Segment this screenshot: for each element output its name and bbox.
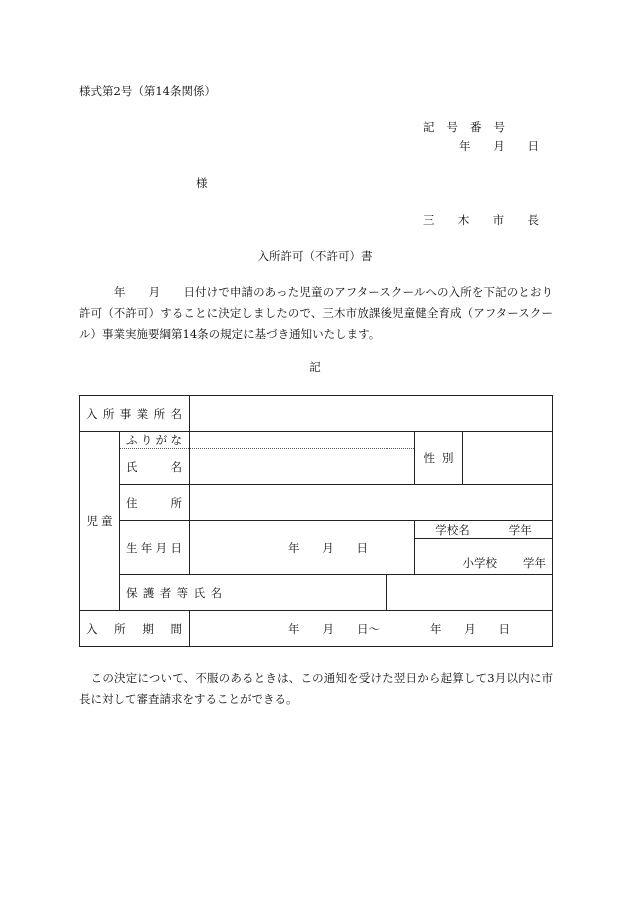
furigana-field[interactable]: [190, 432, 415, 449]
issuer-char: 三: [423, 213, 435, 227]
issuer-char: 長: [527, 213, 539, 227]
label-char: 所: [170, 495, 182, 510]
doc-number-char: 番: [470, 120, 482, 134]
label-char: 事: [119, 406, 132, 421]
ki-label: 記: [309, 360, 321, 374]
label-char: 入: [86, 406, 98, 421]
issuer-line: [423, 212, 539, 228]
label-char: 児: [86, 514, 98, 528]
grade-suffix: 学年: [523, 556, 546, 570]
label-char: 所: [153, 406, 166, 421]
document-number-line: [423, 119, 505, 135]
facility-name-field[interactable]: [190, 396, 553, 432]
enrollment-period-field[interactable]: [190, 611, 553, 647]
form-number-header: 様式第2号（第14条関係）: [79, 84, 216, 98]
birth-date-label-cell: [120, 521, 190, 575]
label-char: 氏: [193, 585, 206, 600]
furigana-label-cell: [120, 432, 190, 449]
label-char: 日: [170, 540, 182, 555]
label-char: 所: [102, 406, 115, 421]
label-char: 所: [114, 621, 126, 636]
label-char: 月: [155, 540, 168, 555]
label-char: 氏: [126, 459, 138, 474]
label-char: 童: [101, 514, 113, 528]
school-name-header: [415, 521, 553, 539]
period-to-month: 月: [464, 621, 476, 636]
birth-year-char: 年: [288, 540, 300, 555]
guardian-name-field[interactable]: [387, 575, 553, 611]
label-char: 入: [86, 621, 98, 636]
period-to-year: 年: [430, 621, 442, 636]
label-char: 住: [126, 495, 138, 510]
label-char: 者: [159, 585, 172, 600]
facility-name-label-cell: [80, 396, 190, 432]
child-label-cell: [80, 432, 120, 611]
address-label-cell: [120, 485, 190, 521]
appeal-notice: この決定について、不服のあるときは、この通知を受けた翌日から起算して3月以内に市長に対して審査請求をすることができる。: [79, 671, 553, 706]
addressee-suffix: 様: [196, 176, 208, 190]
document-title: 入所許可（不許可）書: [257, 249, 373, 263]
birth-day-char: 日: [356, 540, 368, 555]
period-from-day: 日～: [357, 621, 380, 636]
label-char: ふ: [126, 433, 138, 447]
label-char: な: [170, 433, 182, 447]
label-char: 名: [210, 585, 222, 600]
label-char: 保: [126, 585, 138, 600]
label-char: が: [155, 433, 168, 447]
gender-label-cell: [415, 432, 463, 485]
date-month-char: 月: [493, 139, 505, 153]
birth-date-field[interactable]: [190, 521, 415, 575]
address-field[interactable]: [190, 485, 553, 521]
enrollment-period-label-cell: [80, 611, 190, 647]
issue-date-line: [459, 138, 539, 154]
name-label-cell: [120, 449, 190, 485]
label-char: 生: [126, 540, 138, 555]
period-to-day: 日: [498, 621, 510, 636]
grade-label: 学年: [508, 522, 532, 537]
label-char: 別: [442, 451, 454, 465]
period-from-month: 月: [322, 621, 334, 636]
school-suffix: 小学校: [462, 556, 497, 570]
label-char: 年: [140, 540, 153, 555]
school-field[interactable]: [415, 539, 553, 575]
guardian-name-label-cell: [120, 575, 387, 611]
birth-month-char: 月: [322, 540, 334, 555]
label-char: 名: [170, 406, 182, 421]
body-paragraph: 年 月 日付けで申請のあった児童のアフタースクールへの入所を下記のとおり許可（不許可）することに決定しましたので、三木市放課後児童健全育成（アフタースクール）事業実施要綱第14条の規定に基づき通知いたします。: [79, 285, 553, 341]
period-from-year: 年: [288, 621, 300, 636]
period-to: [430, 621, 510, 637]
name-field[interactable]: [190, 449, 415, 485]
doc-number-char: 号: [446, 120, 458, 134]
label-char: 業: [136, 406, 149, 421]
school-name-label: 学校名: [435, 522, 470, 537]
label-char: 期: [142, 621, 154, 636]
label-char: 等: [176, 585, 189, 600]
label-char: 間: [170, 621, 182, 636]
date-day-char: 日: [527, 139, 539, 153]
period-from: [288, 621, 380, 637]
issuer-char: 市: [492, 213, 505, 227]
doc-number-char: 号: [493, 120, 505, 134]
doc-number-char: 記: [423, 120, 435, 134]
gender-field[interactable]: [463, 432, 553, 485]
label-char: り: [140, 433, 153, 447]
issuer-char: 木: [457, 213, 470, 227]
label-char: 名: [170, 459, 182, 474]
date-year-char: 年: [459, 139, 471, 153]
label-char: 護: [142, 585, 155, 600]
label-char: 性: [423, 451, 435, 465]
application-form-table: [79, 395, 553, 647]
